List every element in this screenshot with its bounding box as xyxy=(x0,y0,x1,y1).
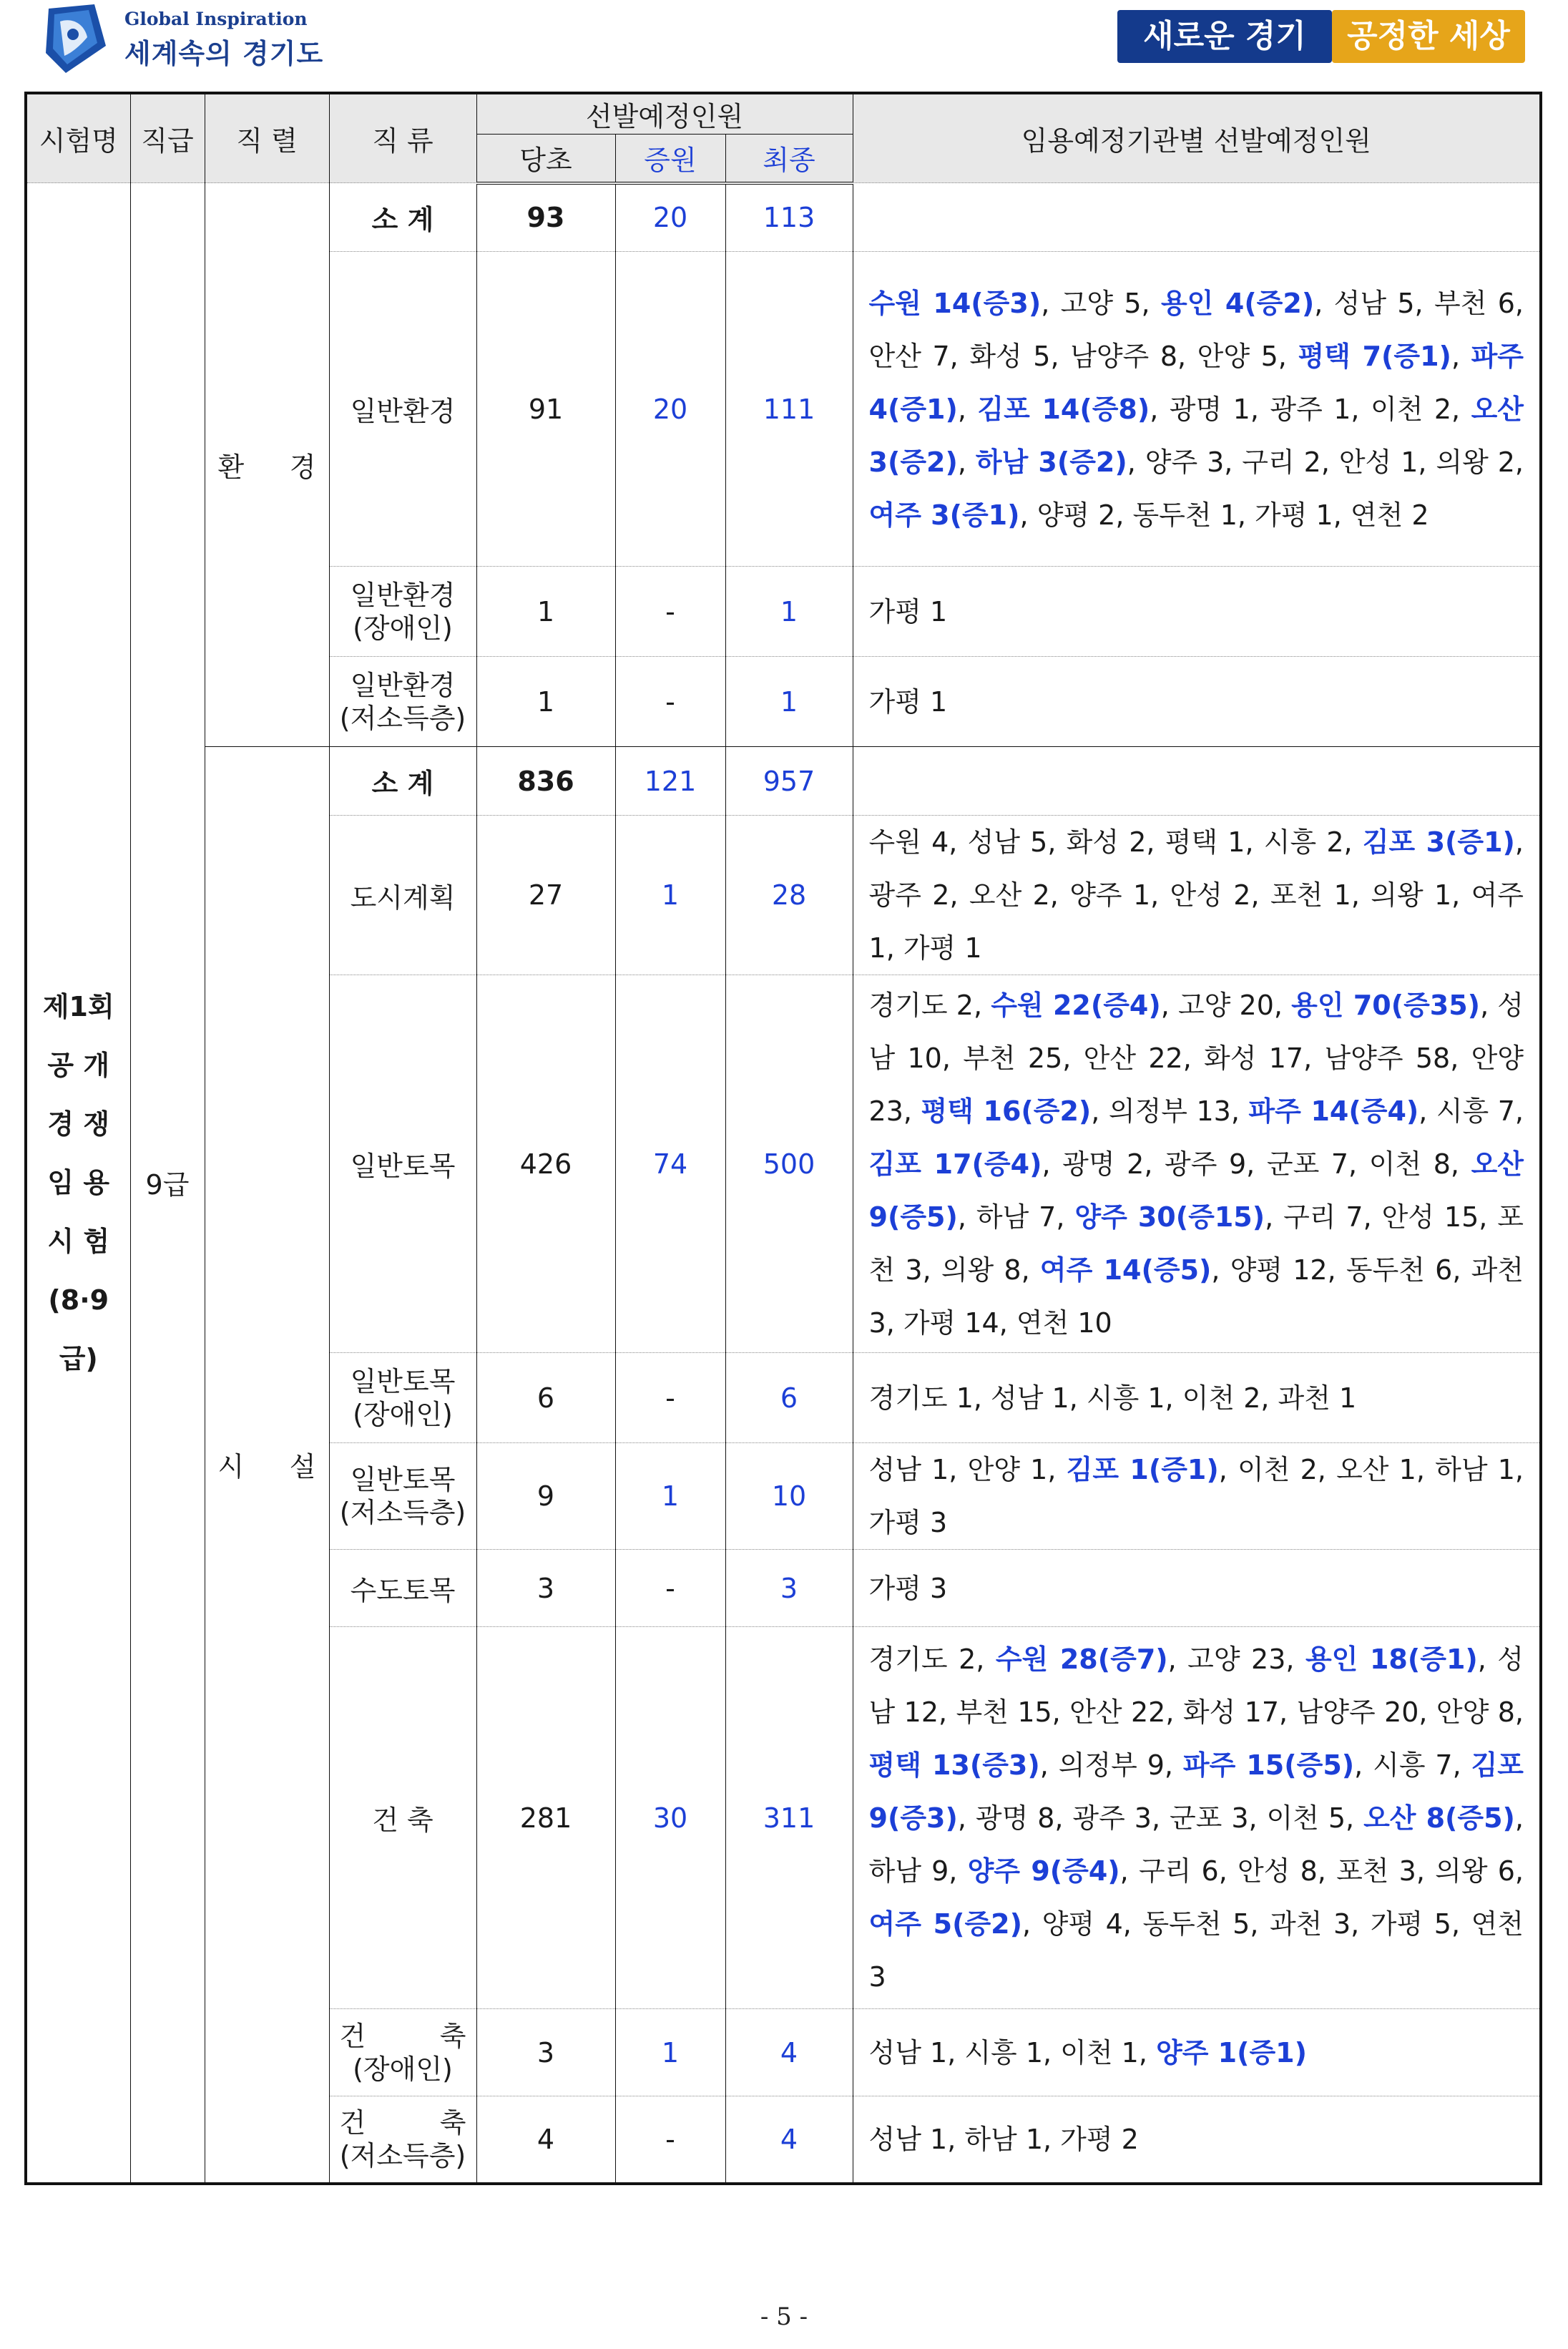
class-label: 건 축 xyxy=(339,2020,466,2052)
logo-name: 세계속의 경기도 xyxy=(124,38,324,69)
class-label: 건 축 xyxy=(372,1805,433,1836)
initial-count: 93 xyxy=(476,183,615,252)
final-count: 1 xyxy=(725,567,853,657)
agency-allocation: 가평 1 xyxy=(853,567,1541,657)
class-label: 일반환경 xyxy=(350,579,456,611)
increase-count: 1 xyxy=(615,2009,725,2096)
final-count: 113 xyxy=(725,183,853,252)
class-cell xyxy=(329,2009,476,2096)
header-grade: 직급 xyxy=(130,93,205,183)
agency-allocation xyxy=(853,183,1541,252)
class-label: (저소득층) xyxy=(339,1497,466,1528)
increase-count: 1 xyxy=(615,1443,725,1550)
recruitment-table xyxy=(24,92,1542,2185)
final-count: 111 xyxy=(725,252,853,567)
series-cell xyxy=(205,183,329,747)
header-initial: 당초 xyxy=(476,135,615,183)
initial-count: 4 xyxy=(476,2096,615,2184)
agency-allocation: 가평 1 xyxy=(853,657,1541,747)
final-count: 10 xyxy=(725,1443,853,1550)
exam-name-line: 시 험 xyxy=(47,1225,110,1257)
initial-count: 1 xyxy=(476,567,615,657)
final-count: 28 xyxy=(725,816,853,975)
initial-count: 281 xyxy=(476,1627,615,2009)
grade-cell: 9급 xyxy=(130,183,205,2184)
page-number: - 5 - xyxy=(760,2302,808,2331)
increase-count: - xyxy=(615,567,725,657)
table-row xyxy=(26,183,1541,252)
initial-count: 836 xyxy=(476,747,615,816)
class-label: (장애인) xyxy=(353,612,453,644)
class-label: 도시계획 xyxy=(350,882,456,914)
exam-name-line: 경 쟁 xyxy=(47,1108,110,1140)
increase-count: 30 xyxy=(615,1627,725,2009)
gyeonggi-emblem-icon xyxy=(44,3,110,74)
agency-allocation: 경기도 1, 성남 1, 시흥 1, 이천 2, 과천 1 xyxy=(853,1353,1541,1443)
class-label: 수도토목 xyxy=(350,1575,456,1606)
class-label: 일반토목 xyxy=(350,1464,456,1495)
class-cell xyxy=(329,1353,476,1443)
recruitment-table-wrapper xyxy=(24,92,1539,2185)
initial-count: 9 xyxy=(476,1443,615,1550)
agency-allocation: 경기도 2, 수원 22(증4), 고양 20, 용인 70(증35), 성남 10, 부천 25, 안산 22, 화성 17, 남양주 58, 안양 23, 평택 16(증2), 의정부 13, 파주 14(증4), 시흥 7, 김포 17(증4), 광명 2, 광주 9, 군포 7, 이천 8, 오산 9(증5), 하남 7, 양주 30(증15), 구리 7, 안성 15, 포천 3, 의왕 8, 여주 14(증5), 양평 12, 동두천 6, 과천 3, 가평 14, 연천 10 xyxy=(853,975,1541,1353)
class-cell xyxy=(329,816,476,975)
class-cell xyxy=(329,1443,476,1550)
class-cell xyxy=(329,1550,476,1627)
final-count: 3 xyxy=(725,1550,853,1627)
header-increase: 증원 xyxy=(615,135,725,183)
class-label: (저소득층) xyxy=(339,702,466,734)
class-label: 건 축 xyxy=(339,2106,466,2139)
initial-count: 3 xyxy=(476,2009,615,2096)
class-label: (저소득층) xyxy=(339,2139,466,2172)
class-cell xyxy=(329,975,476,1353)
header-class: 직 류 xyxy=(329,93,476,183)
header-quota: 선발예정인원 xyxy=(476,93,853,135)
increase-count: - xyxy=(615,1550,725,1627)
exam-name-line: 임 용 xyxy=(47,1166,110,1198)
series-label: 환 경 xyxy=(217,451,316,483)
final-count: 1 xyxy=(725,657,853,747)
slogan-left: 새로운 경기 xyxy=(1117,10,1332,63)
initial-count: 91 xyxy=(476,252,615,567)
initial-count: 27 xyxy=(476,816,615,975)
final-count: 4 xyxy=(725,2096,853,2184)
slogan-right: 공정한 세상 xyxy=(1332,10,1525,63)
class-cell xyxy=(329,567,476,657)
class-cell xyxy=(329,252,476,567)
increase-count: - xyxy=(615,1353,725,1443)
class-label: 일반환경 xyxy=(350,396,456,427)
agency-allocation: 성남 1, 안양 1, 김포 1(증1), 이천 2, 오산 1, 하남 1, 가평 3 xyxy=(853,1443,1541,1550)
class-cell xyxy=(329,657,476,747)
increase-count: 20 xyxy=(615,252,725,567)
final-count: 4 xyxy=(725,2009,853,2096)
class-label: 소 계 xyxy=(371,204,434,235)
slogan-banner xyxy=(1117,10,1525,63)
initial-count: 1 xyxy=(476,657,615,747)
class-cell xyxy=(329,1627,476,2009)
exam-name-line: (8·9급) xyxy=(48,1284,109,1374)
class-cell xyxy=(329,183,476,252)
class-cell xyxy=(329,747,476,816)
initial-count: 3 xyxy=(476,1550,615,1627)
exam-name-line: 제1회 xyxy=(42,990,114,1022)
class-cell xyxy=(329,2096,476,2184)
class-label: (장애인) xyxy=(353,2053,453,2085)
final-count: 500 xyxy=(725,975,853,1353)
final-count: 957 xyxy=(725,747,853,816)
increase-count: 1 xyxy=(615,816,725,975)
header-final: 최종 xyxy=(725,135,853,183)
initial-count: 426 xyxy=(476,975,615,1353)
agency-allocation: 경기도 2, 수원 28(증7), 고양 23, 용인 18(증1), 성남 12, 부천 15, 안산 22, 화성 17, 남양주 20, 안양 8, 평택 13(증3), 의정부 9, 파주 15(증5), 시흥 7, 김포 9(증3), 광명 8, 광주 3, 군포 3, 이천 5, 오산 8(증5), 하남 9, 양주 9(증4), 구리 6, 안성 8, 포천 3, 의왕 6, 여주 5(증2), 양평 4, 동두천 5, 과천 3, 가평 5, 연천 3 xyxy=(853,1627,1541,2009)
table-row xyxy=(26,747,1541,816)
agency-allocation xyxy=(853,747,1541,816)
increase-count: - xyxy=(615,2096,725,2184)
header-agency: 임용예정기관별 선발예정인원 xyxy=(853,93,1541,183)
logo-tagline: Global Inspiration xyxy=(124,9,308,29)
agency-allocation: 성남 1, 시흥 1, 이천 1, 양주 1(증1) xyxy=(853,2009,1541,2096)
table-body xyxy=(26,183,1541,2184)
initial-count: 6 xyxy=(476,1353,615,1443)
exam-name-line: 공 개 xyxy=(47,1049,110,1081)
class-label: 소 계 xyxy=(371,768,434,799)
agency-allocation: 가평 3 xyxy=(853,1550,1541,1627)
class-label: 일반환경 xyxy=(350,669,456,701)
header-series: 직 렬 xyxy=(205,93,329,183)
class-label: 일반토목 xyxy=(350,1151,456,1182)
agency-allocation: 성남 1, 하남 1, 가평 2 xyxy=(853,2096,1541,2184)
series-label: 시 설 xyxy=(217,1451,316,1483)
class-label: (장애인) xyxy=(353,1398,453,1430)
gyeonggi-logo xyxy=(44,0,345,77)
increase-count: 74 xyxy=(615,975,725,1353)
increase-count: - xyxy=(615,657,725,747)
final-count: 6 xyxy=(725,1353,853,1443)
header-exam: 시험명 xyxy=(26,93,130,183)
exam-name-cell xyxy=(26,183,130,2184)
agency-allocation: 수원 14(증3), 고양 5, 용인 4(증2), 성남 5, 부천 6, 안산 7, 화성 5, 남양주 8, 안양 5, 평택 7(증1), 파주 4(증1), 김포 14(증8), 광명 1, 광주 1, 이천 2, 오산 3(증2), 하남 3(증2), 양주 3, 구리 2, 안성 1, 의왕 2, 여주 3(증1), 양평 2, 동두천 1, 가평 1, 연천 2 xyxy=(853,252,1541,567)
class-label: 일반토목 xyxy=(350,1365,456,1397)
agency-allocation: 수원 4, 성남 5, 화성 2, 평택 1, 시흥 2, 김포 3(증1), 광주 2, 오산 2, 양주 1, 안성 2, 포천 1, 의왕 1, 여주 1, 가평 1 xyxy=(853,816,1541,975)
increase-count: 121 xyxy=(615,747,725,816)
series-cell xyxy=(205,747,329,2184)
increase-count: 20 xyxy=(615,183,725,252)
final-count: 311 xyxy=(725,1627,853,2009)
